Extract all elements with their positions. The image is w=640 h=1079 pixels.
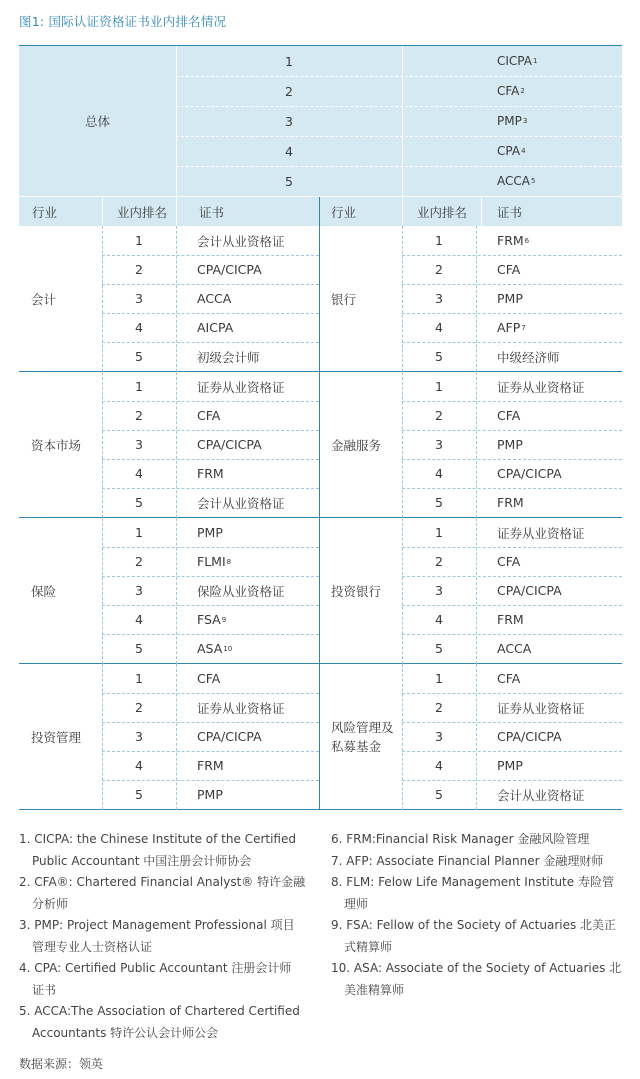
footnote-line: 证书 (32, 982, 57, 997)
rank-cell: 4 (135, 612, 143, 627)
overall-row-separator (176, 106, 622, 107)
industry-name: 银行 (331, 291, 357, 307)
row-separator (402, 693, 622, 694)
footnote-line: 6. FRM:Financial Risk Manager 金融风险管理 (331, 832, 590, 846)
footnotes-right (331, 829, 621, 1001)
row-separator (402, 255, 622, 256)
column-divider (476, 518, 477, 664)
center-divider (319, 372, 320, 518)
cert-name: CFA (497, 262, 521, 277)
overall-rank: 1 (285, 53, 293, 69)
cert-name: ACCA (197, 291, 232, 306)
row-separator (102, 547, 319, 548)
industry-name: 保险 (31, 583, 57, 599)
industry-name-lines (331, 718, 394, 756)
cert-cell (497, 226, 529, 255)
cert-cell (197, 751, 224, 780)
industry-block (19, 664, 622, 810)
cert-cell (197, 722, 262, 751)
cert-cell (197, 459, 224, 488)
cert-cell (497, 634, 531, 663)
column-divider (476, 372, 477, 518)
row-separator (102, 488, 319, 489)
overall-cert-name: PMP (497, 114, 522, 128)
rank-cell: 1 (135, 379, 143, 394)
cert-cell (197, 576, 285, 605)
overall-row (176, 106, 622, 136)
cert-cell (197, 284, 231, 313)
rank-cell: 5 (435, 641, 443, 656)
column-header-row (19, 196, 622, 226)
cert-name: CFA (197, 408, 221, 423)
cert-name: 初级会计师 (197, 349, 260, 365)
overall-cert (497, 106, 527, 136)
industry-name: 金融服务 (331, 437, 382, 453)
overall-rank: 3 (285, 113, 293, 129)
rank-cell: 3 (435, 583, 443, 598)
overall-row (176, 136, 622, 166)
row-separator (402, 401, 622, 402)
header-rank-left: 业内排名 (117, 205, 168, 220)
rank-cell: 1 (435, 671, 443, 686)
rank-cell: 5 (435, 495, 443, 510)
overall-row-separator (176, 166, 622, 167)
cert-cell (197, 547, 231, 576)
row-separator (102, 634, 319, 635)
rank-cell: 3 (135, 437, 143, 452)
rank-cell: 3 (435, 437, 443, 452)
footnote-line: Public Accountant 中国注册会计师协会 (32, 853, 252, 868)
cert-name: 证券从业资格证 (197, 379, 285, 395)
rank-cell: 2 (135, 700, 143, 715)
cert-name: PMP (197, 787, 223, 802)
footnote-marker: 8 (226, 557, 232, 566)
cert-cell (497, 751, 523, 780)
rank-cell: 2 (135, 554, 143, 569)
footnote-line: 理师 (344, 896, 369, 911)
cert-name: CFA (197, 671, 221, 686)
overall-rank: 2 (285, 83, 293, 99)
overall-rank: 5 (285, 173, 293, 189)
cert-cell (197, 430, 262, 459)
header-divider-center (319, 197, 320, 227)
column-divider (176, 518, 177, 664)
overall-cert (497, 76, 525, 106)
rank-cell: 2 (135, 408, 143, 423)
header-divider (176, 197, 177, 227)
overall-row (176, 46, 622, 76)
cert-name: 会计从业资格证 (197, 495, 285, 511)
row-separator (102, 751, 319, 752)
industry-name: 投资银行 (331, 583, 382, 599)
header-cert-left: 证书 (199, 205, 225, 220)
cert-cell (497, 342, 560, 371)
rank-cell: 4 (435, 612, 443, 627)
rank-cell: 2 (435, 262, 443, 277)
rank-cell: 2 (435, 554, 443, 569)
row-separator (402, 722, 622, 723)
rank-cell: 2 (435, 408, 443, 423)
header-divider (402, 197, 403, 227)
cert-name: CFA (497, 554, 521, 569)
header-cert-right: 证书 (497, 205, 523, 220)
footnote-marker: 4 (521, 147, 526, 155)
header-rank-right: 业内排名 (417, 205, 468, 220)
footnote-marker: 6 (524, 236, 530, 245)
industry-name-line: 私募基金 (331, 739, 382, 754)
row-separator (402, 342, 622, 343)
industry-name: 资本市场 (31, 437, 82, 453)
rank-cell: 5 (435, 787, 443, 802)
row-separator (102, 342, 319, 343)
header-divider (481, 197, 482, 227)
row-separator (402, 488, 622, 489)
rank-cell: 1 (135, 671, 143, 686)
row-separator (102, 693, 319, 694)
cert-cell (197, 401, 220, 430)
cert-name: FRM (497, 495, 524, 510)
cert-name: FRM (497, 233, 524, 248)
industry-name (331, 664, 394, 810)
overall-cert-name: CFA (497, 84, 520, 98)
cert-cell (497, 693, 585, 722)
rank-cell: 1 (135, 233, 143, 248)
cert-cell (497, 664, 520, 693)
rank-cell: 3 (135, 291, 143, 306)
footnote-line: 美准精算师 (344, 982, 405, 997)
overall-cert (497, 46, 537, 76)
footnote-line: 10. ASA: Associate of the Society of Actuaries 北 (331, 961, 622, 975)
data-source: 数据来源：领英 (19, 1057, 104, 1071)
overall-row (176, 76, 622, 106)
cert-name: 证券从业资格证 (497, 700, 585, 716)
cert-name: CPA/CICPA (197, 729, 262, 744)
industry-block (19, 372, 622, 518)
row-separator (102, 722, 319, 723)
cert-name: 保险从业资格证 (197, 583, 285, 599)
cert-cell (497, 722, 562, 751)
row-separator (102, 284, 319, 285)
cert-cell (497, 488, 524, 517)
overall-rank: 4 (285, 143, 293, 159)
footnote-marker: 5 (530, 177, 536, 185)
overall-cert (497, 136, 526, 166)
footnote-marker: 7 (521, 323, 526, 332)
cert-cell (497, 284, 523, 313)
column-divider (476, 664, 477, 810)
cert-name: 证券从业资格证 (497, 525, 585, 541)
cert-name: ACCA (497, 641, 532, 656)
column-divider (176, 372, 177, 518)
row-separator (402, 284, 622, 285)
cert-cell (497, 430, 523, 459)
footnote-line: 4. CPA: Certified Public Accountant 注册会计师 (19, 961, 292, 975)
footnote-marker: 3 (522, 117, 528, 125)
footnote-line: 2. CFA®: Chartered Financial Analyst® 特许金融 (19, 875, 306, 889)
cert-cell (197, 664, 220, 693)
footnote-line: 管理专业人士资格认证 (32, 939, 153, 954)
column-divider (176, 226, 177, 372)
footnote-line: 9. FSA: Fellow of the Society of Actuaries 北美正 (331, 918, 617, 932)
row-separator (102, 401, 319, 402)
column-divider (176, 664, 177, 810)
cert-cell (497, 313, 526, 342)
cert-name: FLMI (197, 554, 226, 569)
center-divider (319, 226, 320, 372)
cert-name: FSA (197, 612, 221, 627)
overall-cert (497, 166, 535, 196)
rank-cell: 3 (135, 729, 143, 744)
row-separator (102, 576, 319, 577)
rank-cell: 4 (135, 320, 143, 335)
cert-cell (197, 605, 226, 634)
footnote-line: 式精算师 (344, 939, 393, 954)
cert-name: CFA (497, 408, 521, 423)
cert-cell (197, 313, 233, 342)
cert-name: CFA (497, 671, 521, 686)
cert-cell (497, 576, 562, 605)
row-separator (102, 430, 319, 431)
overall-label: 总体 (84, 114, 110, 129)
cert-cell (197, 342, 260, 371)
overall-row (176, 166, 622, 196)
rank-cell: 3 (135, 583, 143, 598)
cert-name: 会计从业资格证 (197, 233, 285, 249)
rank-cell: 4 (135, 758, 143, 773)
cert-cell (497, 605, 524, 634)
cert-name: CPA/CICPA (497, 466, 562, 481)
footnote-line: 5. ACCA:The Association of Chartered Certified (19, 1004, 300, 1018)
cert-name: 证券从业资格证 (497, 379, 585, 395)
rank-cell: 5 (135, 349, 143, 364)
rank-cell: 1 (435, 233, 443, 248)
header-divider (102, 197, 103, 227)
cert-name: FRM (197, 466, 224, 481)
cert-name: 中级经济师 (497, 349, 560, 365)
rank-cell: 5 (135, 495, 143, 510)
row-separator (402, 576, 622, 577)
row-separator (402, 605, 622, 606)
rank-cell: 2 (435, 700, 443, 715)
footnote-line: 8. FLM: Felow Life Management Institute 寿险管 (331, 875, 614, 889)
center-divider (319, 664, 320, 810)
rank-cell: 4 (135, 466, 143, 481)
row-separator (402, 430, 622, 431)
row-separator (402, 780, 622, 781)
cert-cell (197, 255, 262, 284)
cert-cell (497, 518, 585, 547)
rank-cell: 2 (135, 262, 143, 277)
cert-cell (497, 547, 520, 576)
overall-row-separator (176, 136, 622, 137)
rank-cell: 4 (435, 758, 443, 773)
footnote-marker: 2 (520, 87, 525, 95)
rank-cell: 1 (435, 379, 443, 394)
row-separator (402, 459, 622, 460)
cert-name: PMP (497, 758, 523, 773)
overall-cert-name: CPA (497, 144, 521, 158)
rank-cell: 5 (135, 787, 143, 802)
cert-name: AICPA (197, 320, 234, 335)
cert-cell (197, 693, 285, 722)
row-separator (102, 255, 319, 256)
center-divider (319, 518, 320, 664)
row-separator (402, 547, 622, 548)
cert-cell (197, 372, 285, 401)
cert-name: FRM (197, 758, 224, 773)
rank-cell: 5 (435, 349, 443, 364)
footnote-marker: 9 (221, 615, 227, 624)
cert-cell (197, 226, 285, 255)
rank-cell: 4 (435, 466, 443, 481)
rank-cell: 1 (435, 525, 443, 540)
row-separator (102, 459, 319, 460)
industry-name-line: 风险管理及 (331, 720, 394, 735)
cert-name: ASA (197, 641, 223, 656)
cert-name: CPA/CICPA (197, 262, 262, 277)
rank-cell: 1 (135, 525, 143, 540)
cert-name: 证券从业资格证 (197, 700, 285, 716)
cert-cell (497, 459, 562, 488)
row-separator (402, 751, 622, 752)
footnote-line: 分析师 (32, 896, 69, 911)
footnote-line: 1. CICPA: the Chinese Institute of the Certified (19, 832, 296, 846)
header-industry-left: 行业 (32, 205, 58, 220)
cert-cell (197, 488, 285, 517)
footnote-marker: 10 (223, 644, 233, 653)
cert-cell (497, 372, 585, 401)
industry-name: 投资管理 (31, 729, 82, 745)
footnotes-left (19, 829, 305, 1044)
footnote-line: 3. PMP: Project Management Professional 项目 (19, 918, 295, 932)
cert-cell (197, 634, 232, 663)
cert-name: CPA/CICPA (197, 437, 262, 452)
cert-cell (197, 518, 223, 547)
industry-name: 会计 (31, 291, 57, 307)
row-separator (102, 780, 319, 781)
row-separator (402, 634, 622, 635)
footnote-line: Accountants 特许公认会计师公会 (32, 1025, 219, 1040)
overall-row-separator (176, 76, 622, 77)
cert-name: 会计从业资格证 (497, 787, 585, 803)
cert-name: CPA/CICPA (497, 583, 562, 598)
rank-cell: 5 (135, 641, 143, 656)
cert-name: AFP (497, 320, 521, 335)
industry-block (19, 226, 622, 372)
cert-name: FRM (497, 612, 524, 627)
cert-name: PMP (497, 437, 523, 452)
cert-name: PMP (497, 291, 523, 306)
overall-cert-name: CICPA (497, 54, 532, 68)
cert-name: PMP (197, 525, 223, 540)
row-separator (402, 313, 622, 314)
cert-cell (497, 780, 585, 809)
footnote-marker: 1 (532, 57, 538, 65)
rank-cell: 3 (435, 729, 443, 744)
cert-cell (197, 780, 223, 809)
overall-section (19, 46, 622, 196)
figure-title: 图1: 国际认证资格证书业内排名情况 (19, 14, 227, 29)
overall-cert-name: ACCA (497, 174, 530, 188)
column-divider (476, 226, 477, 372)
cert-cell (497, 255, 520, 284)
cert-cell (497, 401, 520, 430)
header-industry-right: 行业 (331, 205, 357, 220)
rank-cell: 3 (435, 291, 443, 306)
row-separator (102, 313, 319, 314)
rank-cell: 4 (435, 320, 443, 335)
cert-name: CPA/CICPA (497, 729, 562, 744)
row-separator (102, 605, 319, 606)
footnote-line: 7. AFP: Associate Financial Planner 金融理财师 (331, 853, 604, 868)
industry-block (19, 518, 622, 664)
